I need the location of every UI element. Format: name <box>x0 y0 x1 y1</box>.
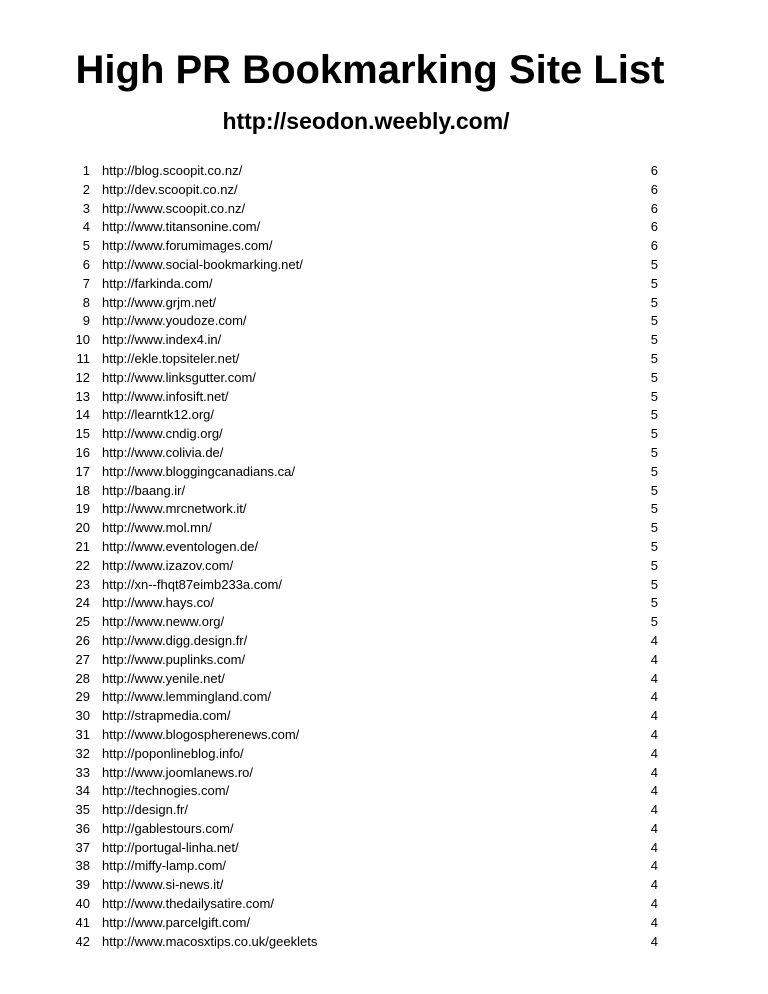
site-url: http://www.yenile.net/ <box>102 670 225 686</box>
row-number: 8 <box>82 294 90 310</box>
row-number: 14 <box>75 407 90 423</box>
site-url: http://www.neww.org/ <box>102 614 225 630</box>
row-number: 41 <box>75 914 90 930</box>
page-rank: 4 <box>650 820 658 836</box>
page-rank: 6 <box>650 163 658 178</box>
page-rank: 4 <box>650 877 658 893</box>
page-rank: 5 <box>650 256 658 272</box>
row-number: 31 <box>75 726 90 742</box>
list-item <box>0 425 768 444</box>
list-item <box>0 820 768 839</box>
list-item <box>0 500 768 519</box>
site-url: http://poponlineblog.info/ <box>102 745 244 761</box>
list-item <box>0 218 768 237</box>
page-rank: 5 <box>650 482 658 498</box>
list-item <box>0 726 768 745</box>
list-item <box>0 632 768 651</box>
page-rank: 4 <box>650 670 658 686</box>
site-url: http://gablestours.com/ <box>102 820 234 836</box>
list-item <box>0 312 768 331</box>
page-rank: 6 <box>650 219 658 235</box>
site-url: http://www.mrcnetwork.it/ <box>102 501 247 517</box>
row-number: 25 <box>75 614 90 630</box>
row-number: 29 <box>75 689 90 705</box>
page-rank: 4 <box>650 726 658 742</box>
page-rank: 4 <box>650 689 658 705</box>
site-url: http://www.puplinks.com/ <box>102 651 246 667</box>
list-item <box>0 782 768 801</box>
list-item <box>0 876 768 895</box>
list-item <box>0 237 768 256</box>
page-rank: 5 <box>650 275 658 291</box>
row-number: 26 <box>75 632 90 648</box>
list-item <box>0 670 768 689</box>
row-number: 42 <box>75 933 90 949</box>
page-rank: 4 <box>650 745 658 761</box>
site-list <box>0 162 768 951</box>
list-item <box>0 181 768 200</box>
site-url: http://strapmedia.com/ <box>102 708 231 724</box>
page-rank: 5 <box>650 501 658 517</box>
site-url: http://farkinda.com/ <box>102 275 213 291</box>
site-url: http://www.forumimages.com/ <box>102 238 273 254</box>
page-rank: 5 <box>650 388 658 404</box>
row-number: 11 <box>76 350 90 366</box>
site-url: http://learntk12.org/ <box>102 407 215 423</box>
page-rank: 4 <box>650 858 658 874</box>
page-subtitle: http://seodon.weebly.com/ <box>222 108 510 134</box>
site-url: http://www.grjm.net/ <box>102 294 217 310</box>
list-item <box>0 519 768 538</box>
row-number: 19 <box>75 501 90 517</box>
row-number: 34 <box>75 783 90 799</box>
list-item <box>0 463 768 482</box>
row-number: 21 <box>75 538 90 554</box>
row-number: 3 <box>82 200 90 216</box>
site-url: http://www.izazov.com/ <box>102 557 234 573</box>
list-item <box>0 857 768 876</box>
row-number: 22 <box>75 557 90 573</box>
page-rank: 5 <box>650 557 658 573</box>
page-rank: 5 <box>650 520 658 536</box>
row-number: 18 <box>75 482 90 498</box>
site-url: http://technogies.com/ <box>102 783 230 799</box>
page-rank: 5 <box>650 369 658 385</box>
page-rank: 4 <box>650 651 658 667</box>
row-number: 7 <box>82 275 90 291</box>
page-rank: 5 <box>650 407 658 423</box>
page-rank: 4 <box>650 839 658 855</box>
page-rank: 4 <box>650 783 658 799</box>
row-number: 16 <box>75 444 90 460</box>
site-url: http://dev.scoopit.co.nz/ <box>102 181 238 197</box>
list-item <box>0 294 768 313</box>
row-number: 23 <box>75 576 90 592</box>
row-number: 4 <box>82 219 90 235</box>
list-item <box>0 444 768 463</box>
site-url: http://www.parcelgift.com/ <box>102 914 251 930</box>
list-item <box>0 895 768 914</box>
page-rank: 4 <box>650 896 658 912</box>
site-url: http://www.thedailysatire.com/ <box>102 896 274 912</box>
site-url: http://www.youdoze.com/ <box>102 313 247 329</box>
list-item <box>0 369 768 388</box>
site-url: http://baang.ir/ <box>102 482 186 498</box>
row-number: 28 <box>75 670 90 686</box>
page-rank: 5 <box>650 350 658 366</box>
row-number: 27 <box>75 651 90 667</box>
list-item <box>0 745 768 764</box>
list-item <box>0 388 768 407</box>
list-item <box>0 914 768 933</box>
site-url: http://www.mol.mn/ <box>102 520 212 536</box>
row-number: 24 <box>75 595 90 611</box>
site-url: http://miffy-lamp.com/ <box>102 858 227 874</box>
site-url: http://blog.scoopit.co.nz/ <box>102 163 243 178</box>
list-item <box>0 275 768 294</box>
page-title: High PR Bookmarking Site List <box>75 48 665 92</box>
page-rank: 6 <box>650 200 658 216</box>
row-number: 20 <box>75 520 90 536</box>
list-item <box>0 688 768 707</box>
list-item <box>0 538 768 557</box>
page-rank: 4 <box>650 708 658 724</box>
row-number: 35 <box>75 802 90 818</box>
site-url: http://www.macosxtips.co.uk/geeklets <box>102 933 318 949</box>
row-number: 38 <box>75 858 90 874</box>
site-url: http://www.hays.co/ <box>102 595 214 611</box>
row-number: 17 <box>75 463 90 479</box>
page-rank: 5 <box>650 538 658 554</box>
site-url: http://www.eventologen.de/ <box>102 538 259 554</box>
site-url: http://www.lemmingland.com/ <box>102 689 272 705</box>
page-rank: 5 <box>650 444 658 460</box>
site-url: http://www.blogospherenews.com/ <box>102 726 300 742</box>
site-url: http://www.social-bookmarking.net/ <box>102 256 303 272</box>
row-number: 12 <box>75 369 90 385</box>
site-url: http://www.infosift.net/ <box>102 388 229 404</box>
row-number: 5 <box>82 238 90 254</box>
site-url: http://www.digg.design.fr/ <box>102 632 248 648</box>
page-rank: 4 <box>650 764 658 780</box>
row-number: 30 <box>75 708 90 724</box>
row-number: 9 <box>82 313 90 329</box>
page-rank: 5 <box>650 313 658 329</box>
site-url: http://www.si-news.it/ <box>102 877 224 893</box>
site-url: http://www.index4.in/ <box>102 332 222 348</box>
page-rank: 4 <box>650 802 658 818</box>
list-item <box>0 162 768 181</box>
list-item <box>0 839 768 858</box>
list-item <box>0 557 768 576</box>
row-number: 33 <box>75 764 90 780</box>
site-url: http://portugal-linha.net/ <box>102 839 239 855</box>
list-item <box>0 651 768 670</box>
page-rank: 5 <box>650 576 658 592</box>
page-rank: 4 <box>650 632 658 648</box>
list-item <box>0 331 768 350</box>
list-item <box>0 256 768 275</box>
site-url: http://www.linksgutter.com/ <box>102 369 256 385</box>
list-item <box>0 707 768 726</box>
row-number: 1 <box>82 163 90 178</box>
page-rank: 4 <box>650 914 658 930</box>
row-number: 15 <box>75 426 90 442</box>
site-url: http://www.bloggingcanadians.ca/ <box>102 463 295 479</box>
page-rank: 6 <box>650 238 658 254</box>
list-item <box>0 406 768 425</box>
list-item <box>0 613 768 632</box>
row-number: 36 <box>75 820 90 836</box>
site-url: http://www.scoopit.co.nz/ <box>102 200 246 216</box>
site-url: http://www.titansonine.com/ <box>102 219 261 235</box>
list-item <box>0 576 768 595</box>
row-number: 6 <box>82 256 90 272</box>
page-rank: 5 <box>650 332 658 348</box>
site-url: http://www.cndig.org/ <box>102 426 223 442</box>
row-number: 39 <box>75 877 90 893</box>
page-rank: 4 <box>650 933 658 949</box>
list-item <box>0 594 768 613</box>
site-url: http://design.fr/ <box>102 802 188 818</box>
page-rank: 6 <box>650 181 658 197</box>
row-number: 40 <box>75 896 90 912</box>
row-number: 37 <box>75 839 90 855</box>
site-url: http://ekle.topsiteler.net/ <box>102 350 240 366</box>
list-item <box>0 801 768 820</box>
row-number: 2 <box>82 181 90 197</box>
page-rank: 5 <box>650 595 658 611</box>
row-number: 10 <box>75 332 90 348</box>
list-item <box>0 933 768 952</box>
page-rank: 5 <box>650 614 658 630</box>
site-url: http://www.joomlanews.ro/ <box>102 764 254 780</box>
page-rank: 5 <box>650 463 658 479</box>
page-rank: 5 <box>650 294 658 310</box>
row-number: 32 <box>75 745 90 761</box>
list-item <box>0 482 768 501</box>
row-number: 13 <box>75 388 90 404</box>
page-rank: 5 <box>650 426 658 442</box>
list-item <box>0 350 768 369</box>
list-item <box>0 200 768 219</box>
site-url: http://www.colivia.de/ <box>102 444 224 460</box>
site-url: http://xn--fhqt87eimb233a.com/ <box>102 576 282 592</box>
list-item <box>0 764 768 783</box>
